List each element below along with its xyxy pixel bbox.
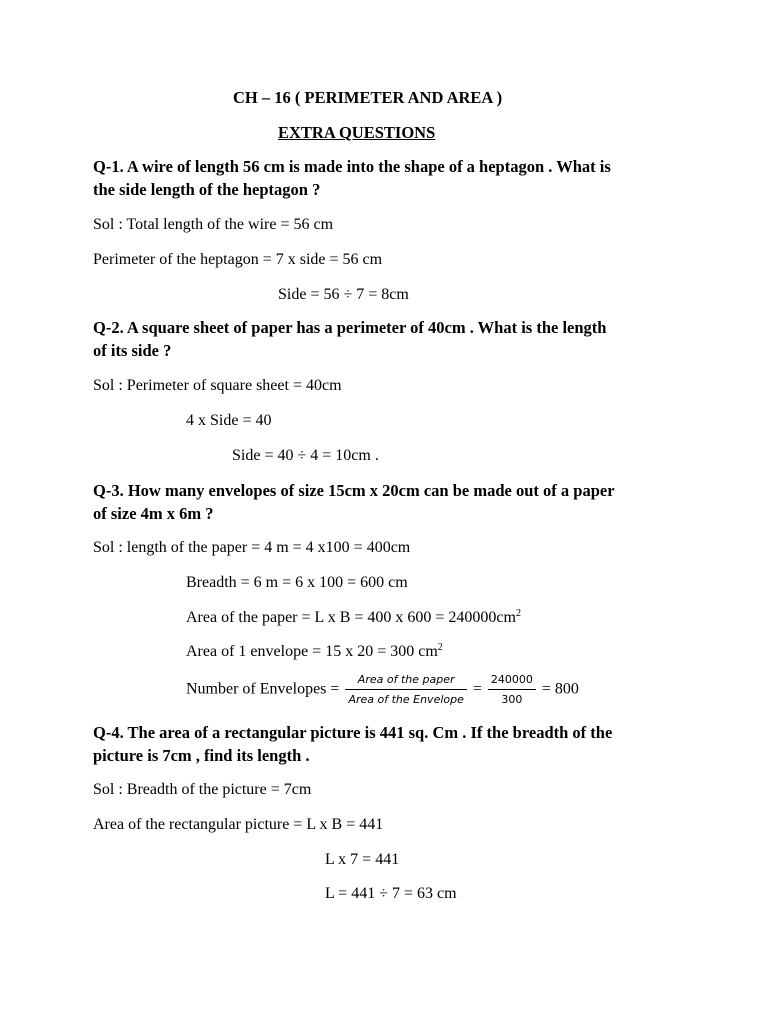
q4-question-line1: Q-4. The area of a rectangular picture is 441 sq. Cm . If the breadth of the (93, 723, 613, 742)
q3-solution-line5 (186, 673, 579, 706)
q3-fraction-formula-denominator: Area of the Envelope (348, 693, 464, 706)
q4-solution-line2: Area of the rectangular picture = L x B = 441 (93, 816, 384, 833)
q1-solution-line2: Perimeter of the heptagon = 7 x side = 56 cm (93, 251, 383, 268)
q3-result: = 800 (537, 680, 579, 698)
q3-fraction-values-numerator: 240000 (488, 673, 536, 690)
q3-solution-line3 (186, 610, 521, 626)
q2-solution-line2: 4 x Side = 40 (186, 412, 272, 429)
q1-question-line2: the side length of the heptagon ? (93, 180, 321, 199)
q4-solution-line4: L = 441 ÷ 7 = 63 cm (325, 885, 457, 902)
q1-solution-line1: Sol : Total length of the wire = 56 cm (93, 216, 334, 233)
q3-fraction-values-denominator: 300 (501, 693, 523, 706)
q2-question-line2: of its side ? (93, 341, 172, 360)
q3-area-paper-exponent: 2 (515, 608, 521, 619)
q3-question-line2: of size 4m x 6m ? (93, 504, 214, 523)
q3-solution-line4 (186, 644, 443, 660)
extra-questions-heading: EXTRA QUESTIONS (278, 123, 436, 142)
q2-question-line1: Q-2. A square sheet of paper has a perimeter of 40cm . What is the length (93, 318, 607, 337)
q3-equals-sign: = (468, 680, 486, 698)
q3-solution-line1: Sol : length of the paper = 4 m = 4 x100 = 400cm (93, 539, 411, 556)
q4-solution-line3: L x 7 = 441 (325, 851, 400, 868)
q3-number-envelopes-label: Number of Envelopes = (186, 680, 344, 698)
q3-fraction-formula-numerator: Area of the paper (345, 673, 466, 690)
q3-question-line1: Q-3. How many envelopes of size 15cm x 20cm can be made out of a paper (93, 481, 615, 500)
q3-area-envelope-text: Area of 1 envelope = 15 x 20 = 300 cm (186, 643, 438, 660)
q4-solution-line1: Sol : Breadth of the picture = 7cm (93, 781, 312, 798)
q2-solution-line3: Side = 40 ÷ 4 = 10cm . (232, 447, 379, 464)
q3-area-envelope-exponent: 2 (437, 642, 443, 653)
chapter-title: CH – 16 ( PERIMETER AND AREA ) (233, 88, 503, 107)
q4-question-line2: picture is 7cm , find its length . (93, 746, 310, 765)
q3-area-paper-text: Area of the paper = L x B = 400 x 600 = 240000cm (186, 609, 516, 626)
q3-fraction-values (488, 673, 536, 706)
q1-solution-line3: Side = 56 ÷ 7 = 8cm (278, 286, 409, 303)
q3-fraction-formula (345, 673, 466, 706)
q3-solution-line2: Breadth = 6 m = 6 x 100 = 600 cm (186, 574, 408, 591)
q2-solution-line1: Sol : Perimeter of square sheet = 40cm (93, 377, 342, 394)
q1-question-line1: Q-1. A wire of length 56 cm is made into the shape of a heptagon . What is (93, 157, 611, 176)
